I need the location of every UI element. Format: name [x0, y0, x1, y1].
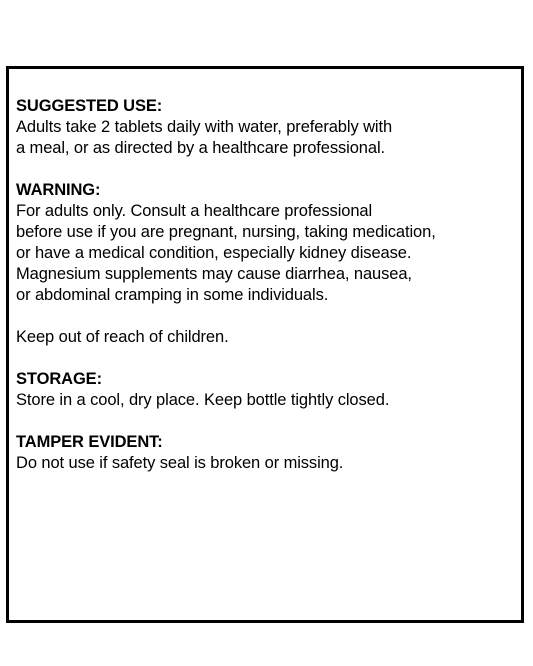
warning-line: before use if you are pregnant, nursing, taking medication, — [16, 223, 436, 241]
section-spacer — [16, 159, 521, 180]
suggested-use-line: a meal, or as directed by a healthcare professional. — [16, 139, 386, 157]
section-spacer — [16, 411, 521, 432]
tamper-evident-heading: TAMPER EVIDENT: — [16, 433, 163, 451]
suggested-use-section — [16, 96, 521, 159]
tamper-evident-line: Do not use if safety seal is broken or missing. — [16, 454, 344, 472]
section-spacer — [16, 348, 521, 369]
tamper-evident-section — [16, 432, 521, 474]
warning-line: or have a medical condition, especially kidney disease. — [16, 244, 412, 262]
warning-heading: WARNING: — [16, 181, 101, 199]
suggested-use-line: Adults take 2 tablets daily with water, preferably with — [16, 118, 393, 136]
children-notice-text: Keep out of reach of children. — [16, 328, 229, 346]
suggested-use-heading: SUGGESTED USE: — [16, 97, 163, 115]
warning-section — [16, 180, 521, 306]
warning-line: Magnesium supplements may cause diarrhea, nausea, — [16, 265, 412, 283]
warning-line: For adults only. Consult a healthcare professional — [16, 202, 373, 220]
label-content — [16, 96, 521, 474]
storage-section — [16, 369, 521, 411]
section-spacer — [16, 306, 521, 327]
storage-heading: STORAGE: — [16, 370, 102, 388]
children-notice-section — [16, 327, 521, 348]
supplement-label-panel — [6, 66, 524, 623]
storage-line: Store in a cool, dry place. Keep bottle tightly closed. — [16, 391, 390, 409]
warning-line: or abdominal cramping in some individuals. — [16, 286, 329, 304]
